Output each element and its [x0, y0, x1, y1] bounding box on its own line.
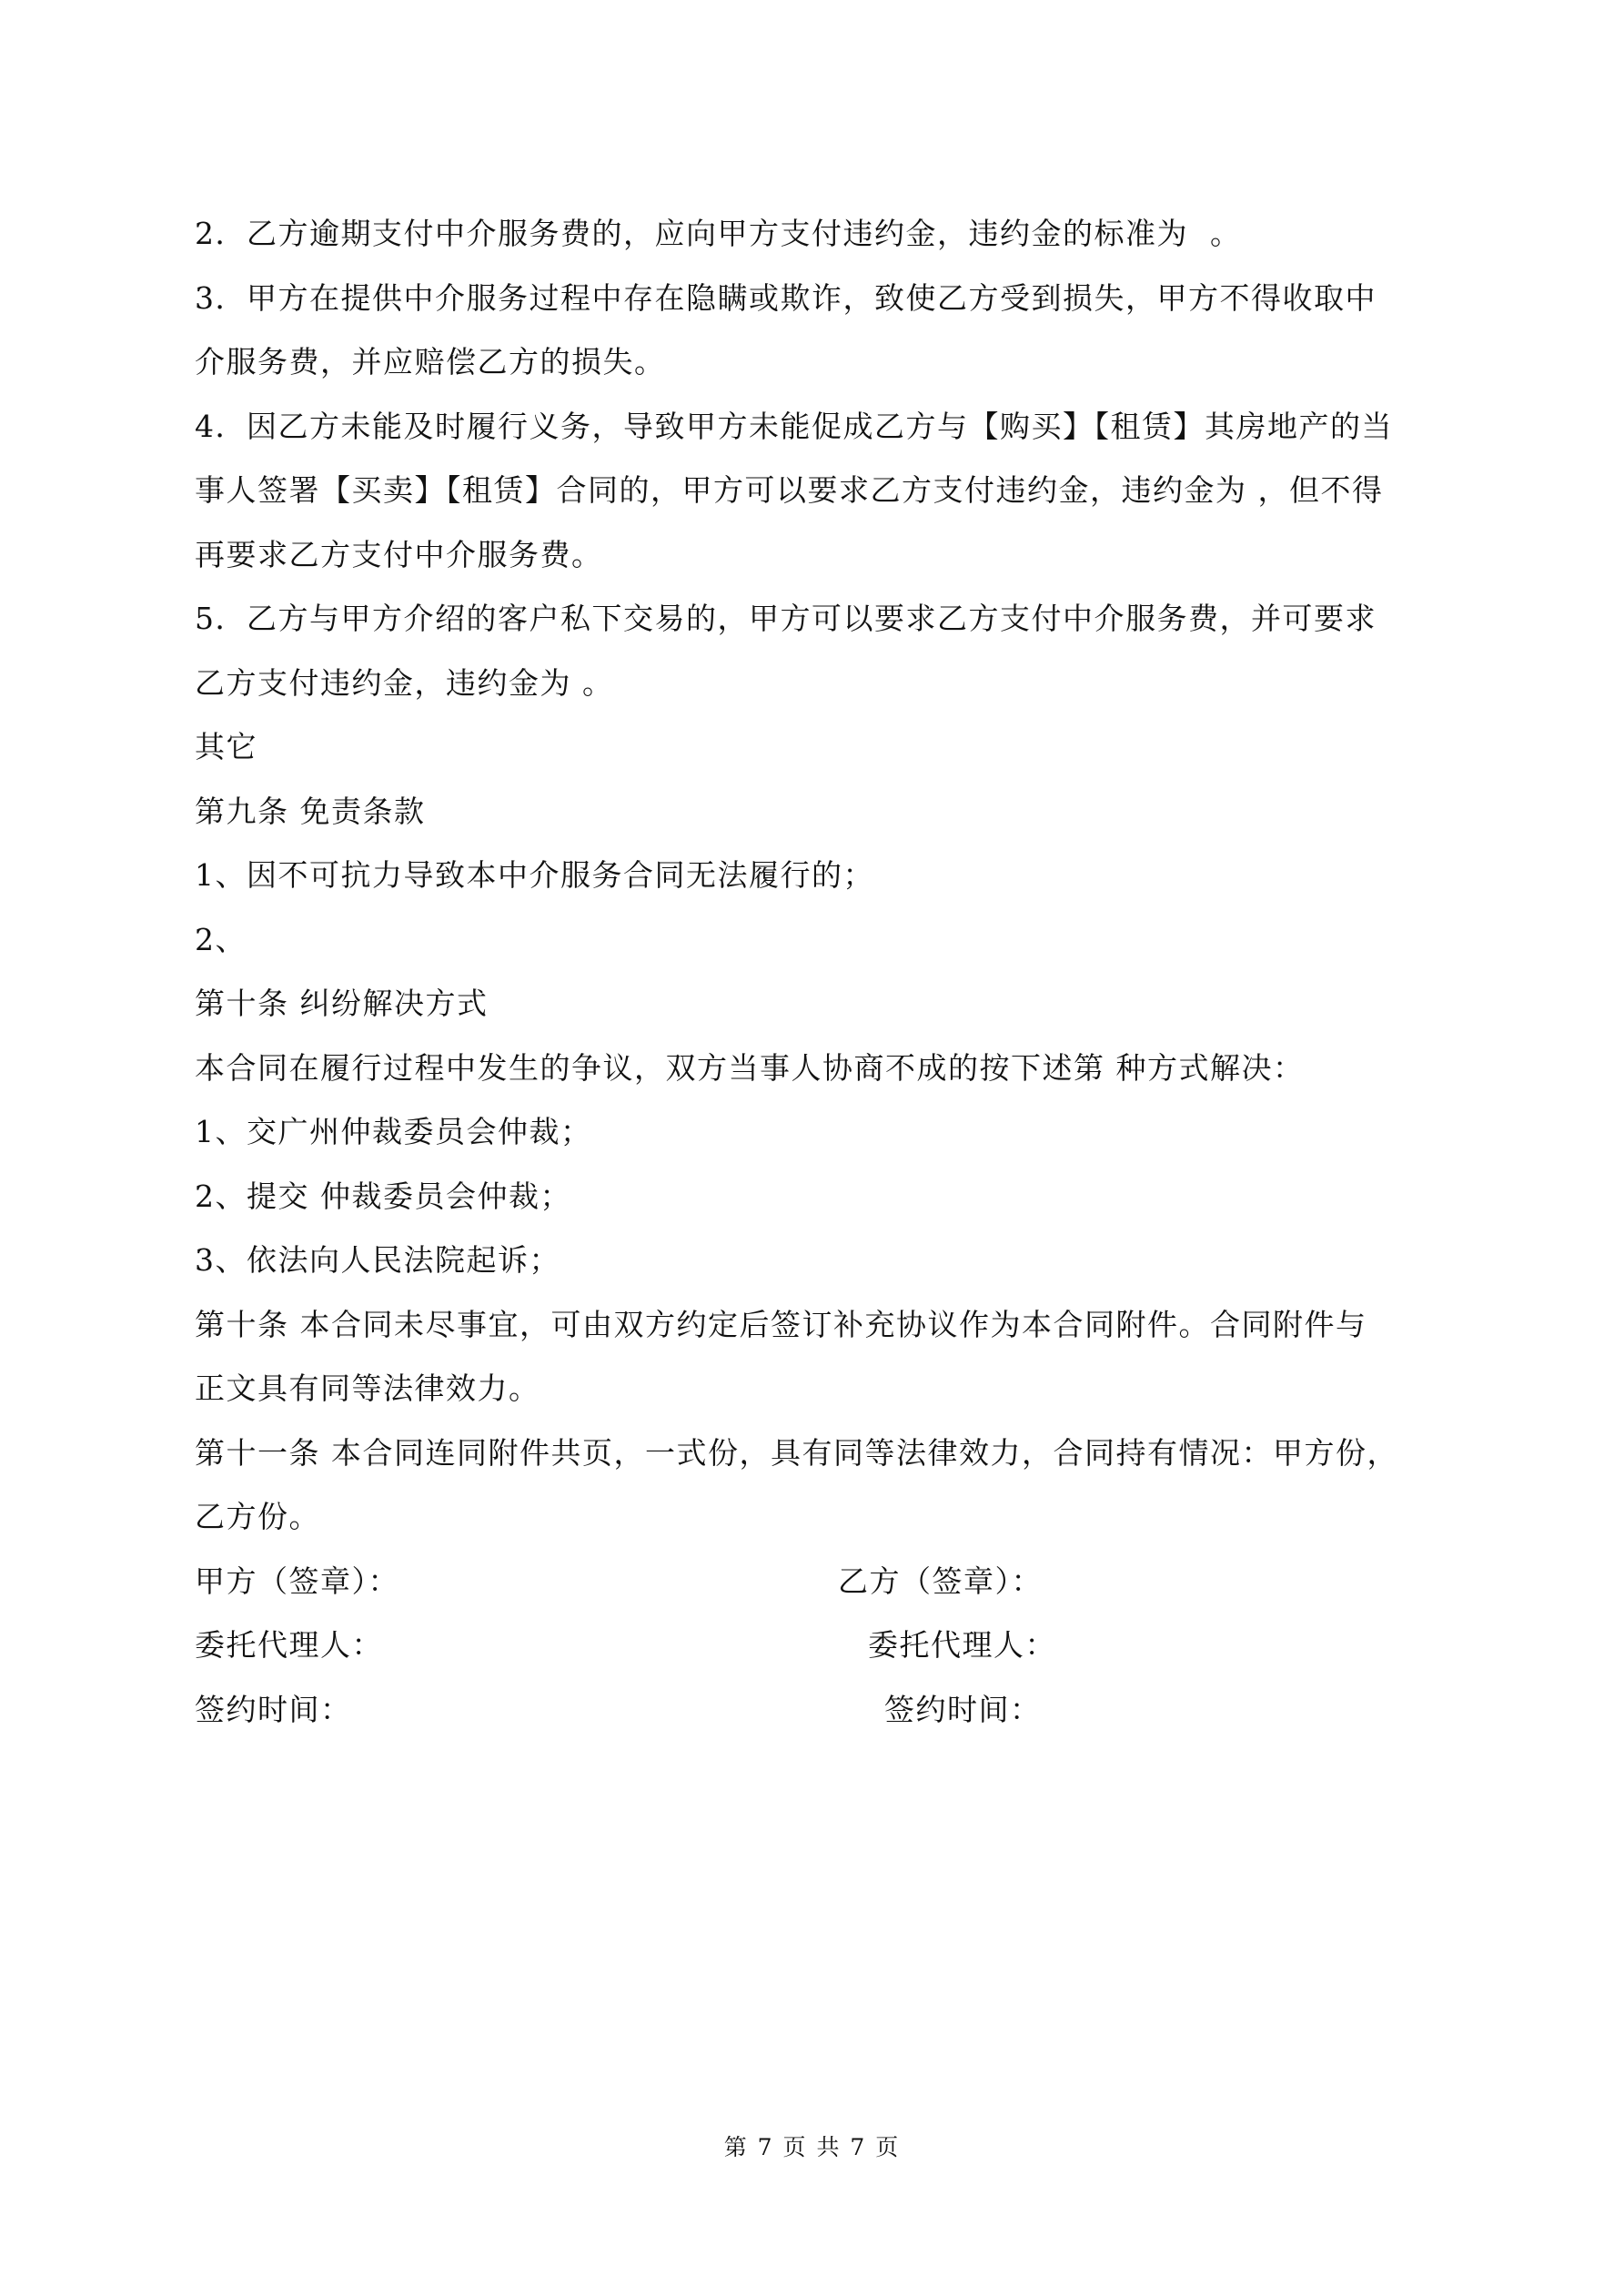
supplementary-article-line-1: 第十条 本合同未尽事宜，可由双方约定后签订补充协议作为本合同附件。合同附件与	[195, 1306, 1367, 1342]
article-11-line-1: 第十一条 本合同连同附件共页，一式份，具有同等法律效力，合同持有情况：甲方份，	[195, 1434, 1398, 1471]
supplementary-article-line-2: 正文具有同等法律效力。	[195, 1371, 540, 1406]
signature-row-agent	[195, 1613, 1441, 1678]
signature-row-seal	[195, 1550, 1441, 1614]
other-heading: 其它	[195, 729, 257, 764]
clause-8-item-4-line-2: 事人签署【买卖】【租赁】合同的，甲方可以要求乙方支付违约金，违约金为 ，但不得	[195, 472, 1384, 508]
party-a-date-label: 签约时间：	[195, 1691, 352, 1727]
article-9-heading: 第九条 免责条款	[195, 793, 426, 829]
contract-body	[195, 202, 1441, 1742]
article-9-item-2: 2、	[195, 921, 247, 957]
article-10-option-3: 3、依法向人民法院起诉；	[195, 1242, 560, 1278]
party-b-seal-label: 乙方（签章）：	[838, 1563, 1043, 1599]
party-b-agent-label: 委托代理人：	[868, 1627, 1056, 1663]
article-10-heading: 第十条 纠纷解决方式	[195, 986, 489, 1021]
page-footer: 第 7 页 共 7 页	[723, 2134, 901, 2160]
clause-8-item-5-line-2: 乙方支付违约金，违约金为 。	[195, 664, 614, 701]
clause-8-item-4-line-1: 4．因乙方未能及时履行义务，导致甲方未能促成乙方与【购买】【租赁】其房地产的当	[195, 408, 1393, 444]
clause-8-item-3-line-2: 介服务费，并应赔偿乙方的损失。	[195, 344, 666, 379]
clause-8-item-5-line-1: 5．乙方与甲方介绍的客户私下交易的，甲方可以要求乙方支付中介服务费，并可要求	[195, 601, 1377, 636]
clause-8-item-3-line-1: 3．甲方在提供中介服务过程中存在隐瞒或欺诈，致使乙方受到损失，甲方不得收取中	[195, 279, 1377, 316]
clause-8-item-4-line-3: 再要求乙方支付中介服务费。	[195, 536, 603, 572]
party-b-date-label: 签约时间：	[884, 1691, 1042, 1727]
article-11-line-2: 乙方份。	[195, 1499, 320, 1534]
party-a-seal-label: 甲方（签章）：	[195, 1563, 399, 1599]
party-a-agent-label: 委托代理人：	[195, 1627, 383, 1663]
signature-row-date	[195, 1678, 1441, 1743]
article-10-option-1: 1、交广州仲裁委员会仲裁；	[195, 1114, 592, 1149]
article-10-option-2: 2、提交 仲裁委员会仲裁；	[195, 1178, 571, 1214]
article-10-intro: 本合同在履行过程中发生的争议，双方当事人协商不成的按下述第 种方式解决：	[195, 1049, 1305, 1086]
clause-8-item-2: 2．乙方逾期支付中介服务费的，应向甲方支付违约金，违约金的标准为 。	[195, 216, 1242, 251]
article-9-item-1: 1、因不可抗力导致本中介服务合同无法履行的；	[195, 857, 874, 893]
